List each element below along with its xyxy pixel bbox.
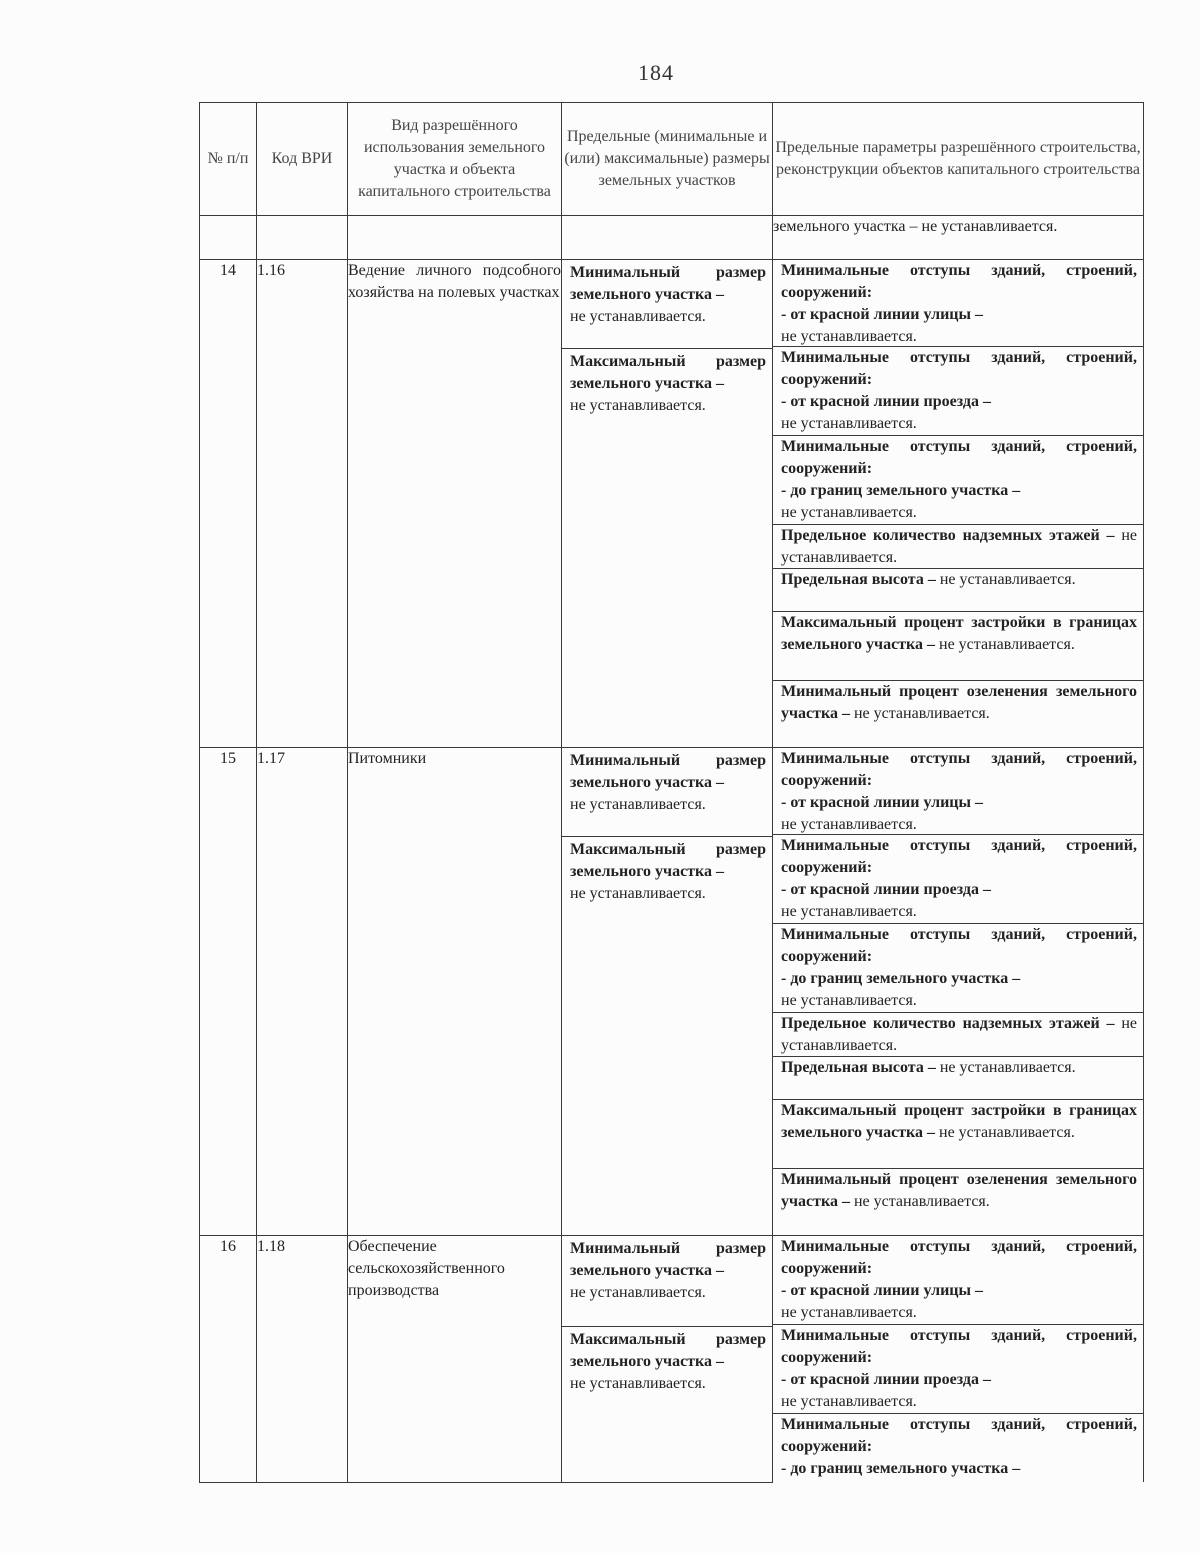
row-number: 15 [200, 748, 257, 1236]
param-value: не устанавливается. [939, 1059, 1076, 1076]
param-block [773, 748, 1143, 834]
row-use-type: Ведение личного подсобного хозяйства на полевых участках [348, 260, 562, 748]
row-use-type: Обеспечение сельскохозяйственного производства [348, 1236, 562, 1483]
continuation-num [200, 216, 257, 260]
param-block [773, 1012, 1143, 1056]
page-number: 184 [638, 60, 674, 85]
param-title: Максимальный процент застройки в границах земельного участка – [781, 614, 1137, 653]
param-title: Минимальный процент озеленения земельного участка – [781, 1171, 1137, 1210]
param-block [773, 524, 1143, 568]
param-value: не устанавливается. [781, 992, 917, 1009]
param-title: Минимальные отступы зданий, строений, сооружений: [781, 349, 1137, 388]
continuation-use [348, 216, 562, 260]
param-subtitle: - от красной линии проезда – [781, 1371, 991, 1388]
param-title: Минимальный процент озеленения земельного участка – [781, 683, 1137, 722]
table-row [200, 1236, 1144, 1483]
param-value: не устанавливается. [781, 1393, 917, 1410]
row-code: 1.17 [257, 748, 348, 1236]
param-block [773, 1168, 1143, 1235]
row-params [773, 1236, 1144, 1483]
param-subtitle: - до границ земельного участка – [781, 482, 1021, 499]
param-block [773, 568, 1143, 611]
param-value: не устанавливается. [781, 504, 917, 521]
row-params [773, 748, 1144, 1236]
continuation-sizes [562, 216, 773, 260]
param-value: не устанавливается. [781, 1304, 917, 1321]
param-title: Предельная высота – [781, 1059, 936, 1076]
param-title: Минимальные отступы зданий, строений, сооружений: [781, 262, 1137, 301]
size-limit [562, 348, 772, 439]
size-limit [562, 748, 772, 836]
size-limit-title: Минимальный размер земельного участка – [570, 264, 766, 303]
param-subtitle: - от красной линии улицы – [781, 794, 983, 811]
header-num: № п/п [200, 103, 257, 216]
param-title: Минимальные отступы зданий, строений, сооружений: [781, 750, 1137, 789]
size-limit-value: не устанавливается. [570, 308, 706, 325]
size-limit-title: Максимальный размер земельного участка – [570, 353, 766, 392]
continuation-row [200, 216, 1144, 260]
param-title: Максимальный процент застройки в границах земельного участка – [781, 1102, 1137, 1141]
param-value: не устанавливается. [781, 415, 917, 432]
size-limit-title: Максимальный размер земельного участка – [570, 841, 766, 880]
param-block [773, 1413, 1143, 1482]
size-limit-value: не устанавливается. [570, 1375, 706, 1392]
param-title: Минимальные отступы зданий, строений, сооружений: [781, 1416, 1137, 1455]
row-sizes [562, 260, 773, 748]
param-value: не устанавливается. [853, 1193, 990, 1210]
param-value: не устанавливается. [781, 903, 917, 920]
size-limit [562, 836, 772, 927]
row-use-type: Питомники [348, 748, 562, 1236]
param-value: не устанавливается. [781, 1015, 1138, 1054]
param-title: Предельное количество надземных этажей – [781, 527, 1115, 544]
param-block [773, 1236, 1143, 1324]
param-value: не устанавливается. [939, 571, 1076, 588]
size-limit [562, 1236, 772, 1326]
table-header-row [200, 103, 1144, 216]
table-row [200, 260, 1144, 748]
param-title: Минимальные отступы зданий, строений, сооружений: [781, 438, 1137, 477]
param-title: Минимальные отступы зданий, строений, сооружений: [781, 926, 1137, 965]
param-value: не устанавливается. [853, 705, 990, 722]
size-limit-title: Минимальный размер земельного участка – [570, 752, 766, 791]
param-block [773, 435, 1143, 524]
size-limit-value: не устанавливается. [570, 397, 706, 414]
param-value: не устанавливается. [781, 527, 1138, 566]
header-code: Код ВРИ [257, 103, 348, 216]
row-number: 16 [200, 1236, 257, 1483]
param-block [773, 346, 1143, 435]
size-limit [562, 260, 772, 348]
table-row [200, 748, 1144, 1236]
land-use-table [199, 102, 1144, 1483]
header-params: Предельные параметры разрешённого строительства, реконструкции объектов капитального строительства [773, 103, 1144, 216]
row-sizes [562, 1236, 773, 1483]
param-value: не устанавливается. [939, 1124, 1075, 1141]
param-title: Минимальные отступы зданий, строений, сооружений: [781, 837, 1137, 876]
size-limit-title: Максимальный размер земельного участка – [570, 1331, 766, 1370]
param-title: Предельное количество надземных этажей – [781, 1015, 1115, 1032]
param-value: не устанавливается. [939, 636, 1075, 653]
param-block [773, 1324, 1143, 1413]
param-title: Предельная высота – [781, 571, 936, 588]
param-block [773, 834, 1143, 923]
param-subtitle: - от красной линии проезда – [781, 881, 991, 898]
continuation-code [257, 216, 348, 260]
param-block [773, 1099, 1143, 1168]
size-limit-value: не устанавливается. [570, 885, 706, 902]
size-limit-value: не устанавливается. [570, 796, 706, 813]
param-subtitle: - до границ земельного участка – [781, 970, 1021, 987]
param-subtitle: - от красной линии улицы – [781, 306, 983, 323]
param-subtitle: - от красной линии улицы – [781, 1282, 983, 1299]
param-title: Минимальные отступы зданий, строений, сооружений: [781, 1327, 1137, 1366]
row-sizes [562, 748, 773, 1236]
param-block [773, 680, 1143, 747]
param-subtitle: - от красной линии проезда – [781, 393, 991, 410]
param-block [773, 1056, 1143, 1099]
continuation-params: земельного участка – не устанавливается. [773, 216, 1144, 260]
row-code: 1.16 [257, 260, 348, 748]
row-code: 1.18 [257, 1236, 348, 1483]
size-limit [562, 1326, 772, 1417]
size-limit-value: не устанавливается. [570, 1284, 706, 1301]
header-use: Вид разрешённого использования земельного участка и объекта капитального строительства [348, 103, 562, 216]
param-block [773, 611, 1143, 680]
param-value: не устанавливается. [781, 816, 917, 833]
param-block [773, 260, 1143, 346]
row-number: 14 [200, 260, 257, 748]
param-subtitle: - до границ земельного участка – [781, 1460, 1021, 1477]
param-title: Минимальные отступы зданий, строений, сооружений: [781, 1238, 1137, 1277]
row-params [773, 260, 1144, 748]
size-limit-title: Минимальный размер земельного участка – [570, 1240, 766, 1279]
header-sizes: Предельные (минимальные и (или) максимальные) размеры земельных участков [562, 103, 773, 216]
param-block [773, 923, 1143, 1012]
param-value: не устанавливается. [781, 328, 917, 345]
